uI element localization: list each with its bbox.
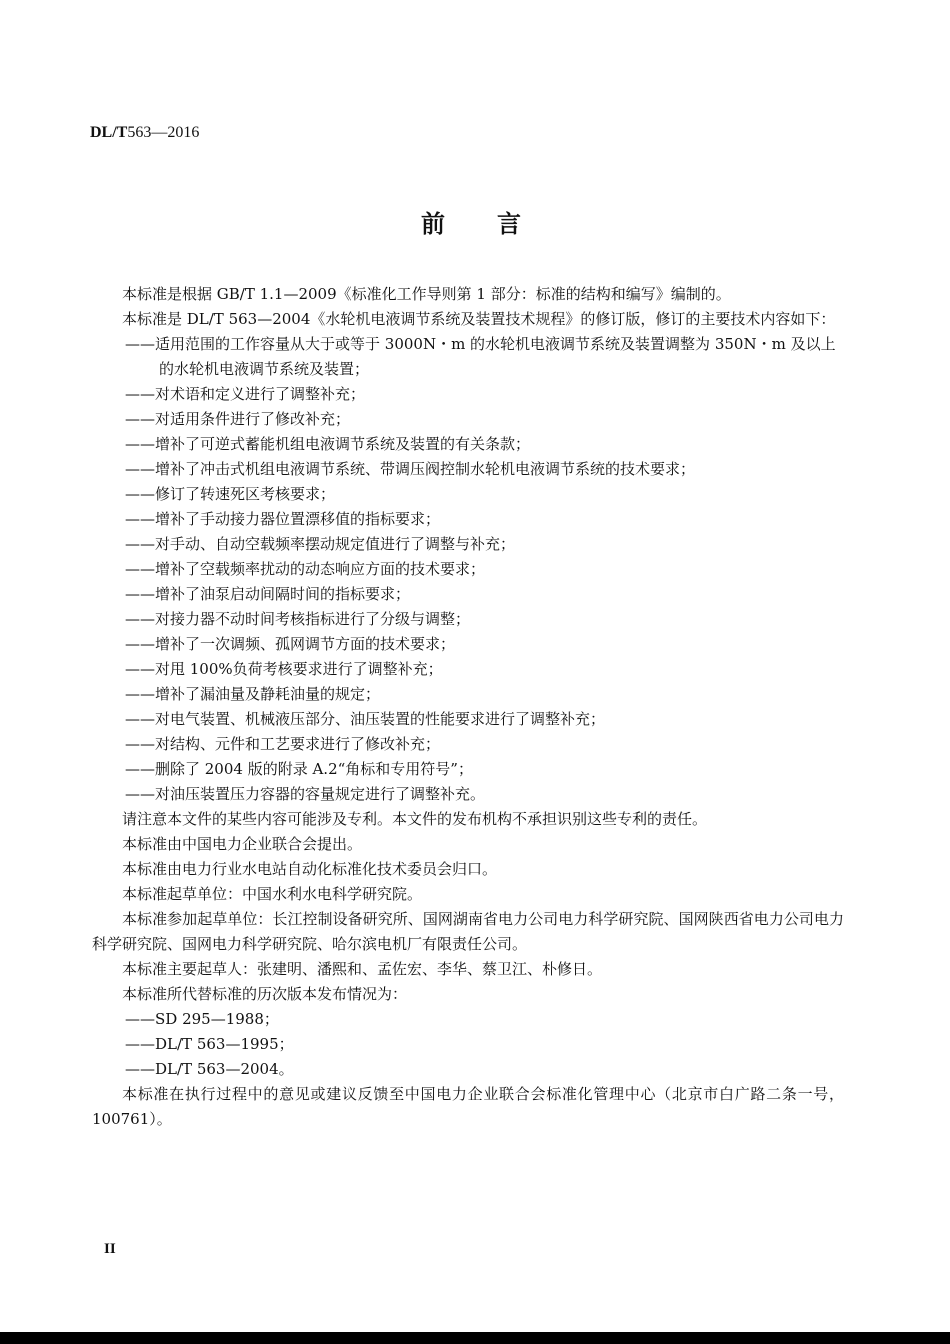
change-item: ——增补了漏油量及静耗油量的规定； <box>125 685 381 703</box>
document-code <box>90 124 199 142</box>
change-item: ——对电气装置、机械液压部分、油压装置的性能要求进行了调整补充； <box>125 710 606 728</box>
paragraph: 本标准起草单位：中国水利水电科学研究院。 <box>122 885 423 903</box>
page-title: 前言 <box>421 210 573 238</box>
page-number: II <box>104 1241 116 1257</box>
change-item: ——对油压装置压力容器的容量规定进行了调整补充。 <box>125 785 486 803</box>
paragraph: 本标准是 DL/T 563—2004《水轮机电液调节系统及装置技术规程》的修订版，修订的主要技术内容如下： <box>122 310 836 328</box>
change-item: ——对甩 100%负荷考核要求进行了调整补充； <box>125 660 443 678</box>
paragraph: 本标准主要起草人：张建明、潘熙和、孟佐宏、李华、蔡卫江、朴修日。 <box>122 960 603 978</box>
document-code-prefix: DL/T <box>90 124 128 141</box>
change-item: ——增补了可逆式蓄能机组电液调节系统及装置的有关条款； <box>125 435 531 453</box>
paragraph: 本标准参加起草单位：长江控制设备研究所、国网湖南省电力公司电力科学研究院、国网陕西省电力公司电力科学研究院、国网电力科学研究院、哈尔滨电机厂有限责任公司。 <box>92 910 844 953</box>
change-item: ——对适用条件进行了修改补充； <box>125 410 351 428</box>
change-item: ——对手动、自动空载频率摆动规定值进行了调整与补充； <box>125 535 516 553</box>
paragraph: 本标准所代替标准的历次版本发布情况为： <box>122 985 408 1003</box>
paragraph: 请注意本文件的某些内容可能涉及专利。本文件的发布机构不承担识别这些专利的责任。 <box>122 810 708 828</box>
paragraph: 本标准由电力行业水电站自动化标准化技术委员会归口。 <box>122 860 498 878</box>
change-item: ——对结构、元件和工艺要求进行了修改补充； <box>125 735 441 753</box>
change-item: ——修订了转速死区考核要求； <box>125 485 336 503</box>
paragraph: 本标准由中国电力企业联合会提出。 <box>122 835 363 853</box>
previous-version-item: ——SD 295—1988； <box>125 1010 279 1028</box>
change-item: ——增补了手动接力器位置漂移值的指标要求； <box>125 510 441 528</box>
change-item: ——增补了空载频率扰动的动态响应方面的技术要求； <box>125 560 486 578</box>
previous-version-item: ——DL/T 563—2004。 <box>125 1060 294 1078</box>
change-item: ——增补了油泵启动间隔时间的指标要求； <box>125 585 411 603</box>
change-item: ——增补了冲击式机组电液调节系统、带调压阀控制水轮机电液调节系统的技术要求； <box>125 460 696 478</box>
previous-version-item: ——DL/T 563—1995； <box>125 1035 294 1053</box>
change-item: ——对接力器不动时间考核指标进行了分级与调整； <box>125 610 471 628</box>
change-item: ——删除了 2004 版的附录 A.2“角标和专用符号”； <box>125 760 473 778</box>
change-item: ——增补了一次调频、孤网调节方面的技术要求； <box>125 635 456 653</box>
paragraph: 本标准是根据 GB/T 1.1—2009《标准化工作导则第 1 部分：标准的结构和编写》编制的。 <box>122 285 731 303</box>
foreword-body <box>92 282 844 1132</box>
feedback-paragraph: 本标准在执行过程中的意见或建议反馈至中国电力企业联合会标准化管理中心（北京市白广路二条一号，100761）。 <box>92 1085 844 1128</box>
change-item: ——适用范围的工作容量从大于或等于 3000N・m 的水轮机电液调节系统及装置调整为 350N・m 及以上的水轮机电液调节系统及装置； <box>125 335 836 378</box>
change-item: ——对术语和定义进行了调整补充； <box>125 385 366 403</box>
document-code-number: 563—2016 <box>127 124 200 141</box>
bottom-border <box>0 1332 950 1344</box>
